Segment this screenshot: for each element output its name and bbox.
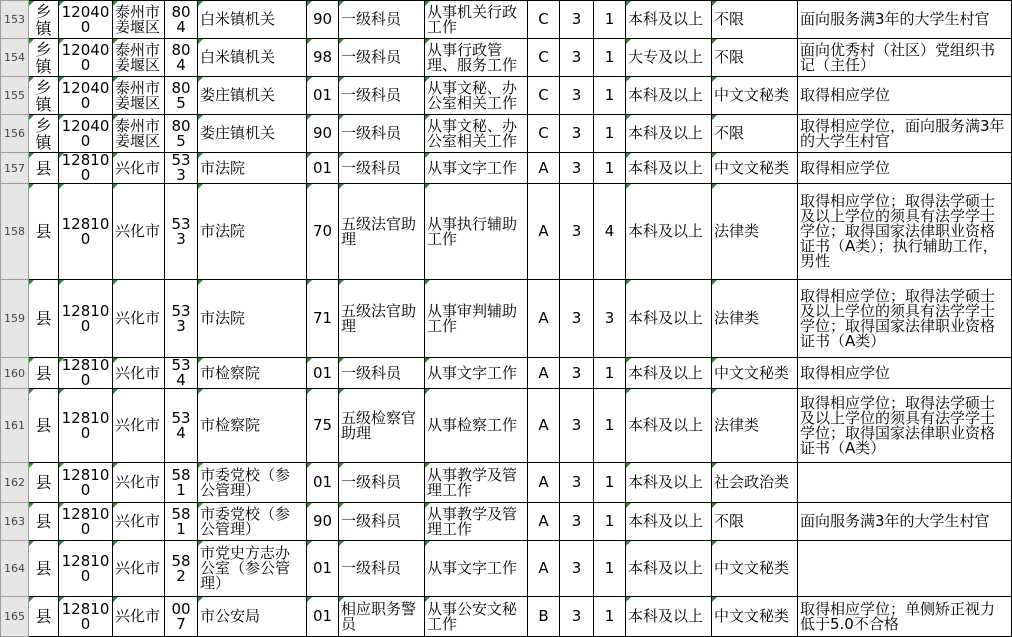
education-cell[interactable]: 本科及以上	[626, 184, 712, 280]
region-name-cell[interactable]: 兴化市	[113, 503, 165, 541]
position-title-cell[interactable]: 一级科员	[339, 503, 425, 541]
hire-count-cell[interactable]: 1	[594, 503, 626, 541]
position-title-cell[interactable]: 相应职务警员	[339, 597, 425, 637]
ratio-cell[interactable]: 3	[560, 115, 594, 153]
level-cell[interactable]: 县	[29, 389, 59, 463]
note-cell[interactable]: 面向优秀村（社区）党组织书记（主任）	[798, 39, 1012, 77]
position-title-cell[interactable]: 一级科员	[339, 358, 425, 389]
position-desc-cell[interactable]: 从事教学及管理工作	[425, 503, 528, 541]
exam-category-cell[interactable]: A	[528, 358, 560, 389]
education-cell[interactable]: 本科及以上	[626, 77, 712, 115]
region-name-cell[interactable]: 兴化市	[113, 280, 165, 358]
exam-category-cell[interactable]: C	[528, 115, 560, 153]
position-desc-cell[interactable]: 从事文字工作	[425, 358, 528, 389]
exam-category-cell[interactable]: A	[528, 153, 560, 184]
education-cell[interactable]: 本科及以上	[626, 597, 712, 637]
position-title-cell[interactable]: 五级法官助理	[339, 184, 425, 280]
exam-category-cell[interactable]: C	[528, 77, 560, 115]
region-code-cell[interactable]: 128100	[59, 503, 113, 541]
position-code-cell[interactable]: 01	[307, 463, 339, 503]
exam-category-cell[interactable]: C	[528, 39, 560, 77]
hire-count-cell[interactable]: 1	[594, 153, 626, 184]
position-desc-cell[interactable]: 从事执行辅助工作	[425, 184, 528, 280]
education-cell[interactable]: 本科及以上	[626, 503, 712, 541]
hire-count-cell[interactable]: 1	[594, 77, 626, 115]
dept-code-cell[interactable]: 805	[165, 115, 198, 153]
table-row	[1, 503, 1012, 541]
note-cell[interactable]: 取得相应学位	[798, 358, 1012, 389]
ratio-cell[interactable]: 3	[560, 77, 594, 115]
major-cell[interactable]: 不限	[712, 1, 798, 39]
dept-code-cell[interactable]: 533	[165, 280, 198, 358]
org-name-cell[interactable]: 市法院	[198, 280, 307, 358]
region-code-cell[interactable]: 128100	[59, 358, 113, 389]
table-row	[1, 541, 1012, 597]
note-cell[interactable]: 取得相应学位	[798, 77, 1012, 115]
table-row	[1, 597, 1012, 637]
position-code-cell[interactable]: 01	[307, 77, 339, 115]
major-cell[interactable]: 中文文秘类	[712, 153, 798, 184]
level-cell[interactable]: 乡镇	[29, 115, 59, 153]
dept-code-cell[interactable]: 534	[165, 358, 198, 389]
exam-category-cell[interactable]: A	[528, 463, 560, 503]
hire-count-cell[interactable]: 1	[594, 597, 626, 637]
education-cell[interactable]: 本科及以上	[626, 463, 712, 503]
position-title-cell[interactable]: 一级科员	[339, 115, 425, 153]
major-cell[interactable]: 法律类	[712, 389, 798, 463]
row-number[interactable]: 161	[1, 389, 29, 463]
table-row	[1, 184, 1012, 280]
ratio-cell[interactable]: 3	[560, 389, 594, 463]
row-number[interactable]: 164	[1, 541, 29, 597]
row-number[interactable]: 162	[1, 463, 29, 503]
exam-category-cell[interactable]: C	[528, 1, 560, 39]
org-name-cell[interactable]: 市委党校（参公管理）	[198, 503, 307, 541]
position-title-cell[interactable]: 一级科员	[339, 39, 425, 77]
position-desc-cell[interactable]: 从事文秘、办公室相关工作	[425, 77, 528, 115]
major-cell[interactable]: 不限	[712, 115, 798, 153]
hire-count-cell[interactable]: 3	[594, 280, 626, 358]
table-row	[1, 153, 1012, 184]
region-code-cell[interactable]: 128100	[59, 153, 113, 184]
region-code-cell[interactable]: 128100	[59, 463, 113, 503]
org-name-cell[interactable]: 白米镇机关	[198, 39, 307, 77]
table-row	[1, 389, 1012, 463]
org-name-cell[interactable]: 市委党校（参公管理）	[198, 463, 307, 503]
exam-category-cell[interactable]: B	[528, 597, 560, 637]
row-number[interactable]: 158	[1, 184, 29, 280]
row-number[interactable]: 160	[1, 358, 29, 389]
dept-code-cell[interactable]: 805	[165, 77, 198, 115]
region-code-cell[interactable]: 120400	[59, 39, 113, 77]
org-name-cell[interactable]: 市检察院	[198, 358, 307, 389]
major-cell[interactable]: 中文文秘类	[712, 597, 798, 637]
dept-code-cell[interactable]: 533	[165, 153, 198, 184]
table-row	[1, 115, 1012, 153]
region-code-cell[interactable]: 120400	[59, 1, 113, 39]
level-cell[interactable]: 县	[29, 541, 59, 597]
exam-category-cell[interactable]: A	[528, 541, 560, 597]
position-title-cell[interactable]: 一级科员	[339, 1, 425, 39]
position-desc-cell[interactable]: 从事公安文秘工作	[425, 597, 528, 637]
position-title-cell[interactable]: 五级检察官助理	[339, 389, 425, 463]
position-title-cell[interactable]: 一级科员	[339, 77, 425, 115]
table-row	[1, 280, 1012, 358]
level-cell[interactable]: 县	[29, 153, 59, 184]
org-name-cell[interactable]: 市法院	[198, 184, 307, 280]
hire-count-cell[interactable]: 1	[594, 389, 626, 463]
note-cell[interactable]: 面向服务满3年的大学生村官	[798, 1, 1012, 39]
ratio-cell[interactable]: 3	[560, 39, 594, 77]
note-cell[interactable]: 取得相应学位，面向服务满3年的大学生村官	[798, 115, 1012, 153]
row-number[interactable]: 165	[1, 597, 29, 637]
hire-count-cell[interactable]: 1	[594, 541, 626, 597]
position-code-cell[interactable]: 01	[307, 153, 339, 184]
row-number[interactable]: 156	[1, 115, 29, 153]
region-name-cell[interactable]: 兴化市	[113, 463, 165, 503]
education-cell[interactable]: 大专及以上	[626, 39, 712, 77]
major-cell[interactable]: 中文文秘类	[712, 541, 798, 597]
row-number[interactable]: 163	[1, 503, 29, 541]
position-title-cell[interactable]: 一级科员	[339, 463, 425, 503]
position-code-cell[interactable]: 90	[307, 1, 339, 39]
dept-code-cell[interactable]: 804	[165, 1, 198, 39]
level-cell[interactable]: 县	[29, 503, 59, 541]
table-row	[1, 77, 1012, 115]
region-name-cell[interactable]: 泰州市姜堰区	[113, 115, 165, 153]
level-cell[interactable]: 县	[29, 463, 59, 503]
dept-code-cell[interactable]: 581	[165, 463, 198, 503]
region-name-cell[interactable]: 泰州市姜堰区	[113, 77, 165, 115]
dept-code-cell[interactable]: 007	[165, 597, 198, 637]
org-name-cell[interactable]: 娄庄镇机关	[198, 115, 307, 153]
ratio-cell[interactable]: 3	[560, 463, 594, 503]
major-cell[interactable]: 不限	[712, 39, 798, 77]
position-code-cell[interactable]: 01	[307, 541, 339, 597]
region-name-cell[interactable]: 兴化市	[113, 184, 165, 280]
position-desc-cell[interactable]: 从事文字工作	[425, 541, 528, 597]
note-cell[interactable]	[798, 463, 1012, 503]
position-desc-cell[interactable]: 从事行政管理、服务工作	[425, 39, 528, 77]
education-cell[interactable]: 本科及以上	[626, 1, 712, 39]
table-row	[1, 39, 1012, 77]
position-desc-cell[interactable]: 从事教学及管理工作	[425, 463, 528, 503]
dept-code-cell[interactable]: 804	[165, 39, 198, 77]
region-code-cell[interactable]: 128100	[59, 389, 113, 463]
position-code-cell[interactable]: 71	[307, 280, 339, 358]
education-cell[interactable]: 本科及以上	[626, 153, 712, 184]
position-code-cell[interactable]: 90	[307, 503, 339, 541]
dept-code-cell[interactable]: 582	[165, 541, 198, 597]
ratio-cell[interactable]: 3	[560, 184, 594, 280]
table-row	[1, 1, 1012, 39]
ratio-cell[interactable]: 3	[560, 1, 594, 39]
ratio-cell[interactable]: 3	[560, 358, 594, 389]
level-cell[interactable]: 县	[29, 358, 59, 389]
position-desc-cell[interactable]: 从事检察工作	[425, 389, 528, 463]
region-name-cell[interactable]: 兴化市	[113, 153, 165, 184]
ratio-cell[interactable]: 3	[560, 280, 594, 358]
ratio-cell[interactable]: 3	[560, 153, 594, 184]
region-code-cell[interactable]: 128100	[59, 541, 113, 597]
dept-code-cell[interactable]: 533	[165, 184, 198, 280]
region-name-cell[interactable]: 泰州市姜堰区	[113, 39, 165, 77]
region-code-cell[interactable]: 128100	[59, 184, 113, 280]
position-desc-cell[interactable]: 从事文秘、办公室相关工作	[425, 115, 528, 153]
region-name-cell[interactable]: 兴化市	[113, 358, 165, 389]
position-title-cell[interactable]: 五级法官助理	[339, 280, 425, 358]
region-name-cell[interactable]: 兴化市	[113, 597, 165, 637]
region-name-cell[interactable]: 兴化市	[113, 389, 165, 463]
position-title-cell[interactable]: 一级科员	[339, 541, 425, 597]
note-cell[interactable]: 取得相应学位；取得法学硕士及以上学位的须具有法学学士学位；取得国家法律职业资格证书（A类）	[798, 280, 1012, 358]
ratio-cell[interactable]: 3	[560, 503, 594, 541]
note-cell[interactable]	[798, 541, 1012, 597]
org-name-cell[interactable]: 市党史方志办公室（参公管理）	[198, 541, 307, 597]
hire-count-cell[interactable]: 4	[594, 184, 626, 280]
position-code-cell[interactable]: 70	[307, 184, 339, 280]
note-cell[interactable]: 取得相应学位；单侧矫正视力低于5.0不合格	[798, 597, 1012, 637]
row-number[interactable]: 155	[1, 77, 29, 115]
org-name-cell[interactable]: 市法院	[198, 153, 307, 184]
major-cell[interactable]: 中文文秘类	[712, 77, 798, 115]
position-code-cell[interactable]: 75	[307, 389, 339, 463]
row-number[interactable]: 159	[1, 280, 29, 358]
dept-code-cell[interactable]: 534	[165, 389, 198, 463]
major-cell[interactable]: 法律类	[712, 280, 798, 358]
ratio-cell[interactable]: 3	[560, 541, 594, 597]
region-code-cell[interactable]: 120400	[59, 115, 113, 153]
major-cell[interactable]: 中文文秘类	[712, 358, 798, 389]
education-cell[interactable]: 本科及以上	[626, 115, 712, 153]
org-name-cell[interactable]: 娄庄镇机关	[198, 77, 307, 115]
row-number[interactable]: 157	[1, 153, 29, 184]
position-code-cell[interactable]: 98	[307, 39, 339, 77]
table-row	[1, 358, 1012, 389]
region-code-cell[interactable]: 128100	[59, 597, 113, 637]
position-desc-cell[interactable]: 从事审判辅助工作	[425, 280, 528, 358]
position-desc-cell[interactable]: 从事机关行政工作	[425, 1, 528, 39]
org-name-cell[interactable]: 白米镇机关	[198, 1, 307, 39]
region-name-cell[interactable]: 兴化市	[113, 541, 165, 597]
dept-code-cell[interactable]: 581	[165, 503, 198, 541]
table-row	[1, 463, 1012, 503]
level-cell[interactable]: 乡镇	[29, 77, 59, 115]
level-cell[interactable]: 县	[29, 280, 59, 358]
hire-count-cell[interactable]: 1	[594, 463, 626, 503]
level-cell[interactable]: 县	[29, 597, 59, 637]
ratio-cell[interactable]: 3	[560, 597, 594, 637]
exam-category-cell[interactable]: A	[528, 184, 560, 280]
major-cell[interactable]: 法律类	[712, 184, 798, 280]
level-cell[interactable]: 乡镇	[29, 1, 59, 39]
level-cell[interactable]: 乡镇	[29, 39, 59, 77]
position-title-cell[interactable]: 一级科员	[339, 153, 425, 184]
region-name-cell[interactable]: 泰州市姜堰区	[113, 1, 165, 39]
note-cell[interactable]: 取得相应学位；取得法学硕士及以上学位的须具有法学学士学位；取得国家法律职业资格证书（A类）；执行辅助工作，男性	[798, 184, 1012, 280]
exam-category-cell[interactable]: A	[528, 280, 560, 358]
exam-category-cell[interactable]: A	[528, 503, 560, 541]
hire-count-cell[interactable]: 1	[594, 115, 626, 153]
education-cell[interactable]: 本科及以上	[626, 280, 712, 358]
org-name-cell[interactable]: 市公安局	[198, 597, 307, 637]
region-code-cell[interactable]: 120400	[59, 77, 113, 115]
education-cell[interactable]: 本科及以上	[626, 389, 712, 463]
exam-category-cell[interactable]: A	[528, 389, 560, 463]
major-cell[interactable]: 不限	[712, 503, 798, 541]
position-code-cell[interactable]: 01	[307, 358, 339, 389]
row-number[interactable]: 154	[1, 39, 29, 77]
hire-count-cell[interactable]: 1	[594, 1, 626, 39]
region-code-cell[interactable]: 128100	[59, 280, 113, 358]
position-code-cell[interactable]: 01	[307, 597, 339, 637]
note-cell[interactable]: 取得相应学位；取得法学硕士及以上学位的须具有法学学士学位；取得国家法律职业资格证书（A类）	[798, 389, 1012, 463]
position-code-cell[interactable]: 90	[307, 115, 339, 153]
hire-count-cell[interactable]: 1	[594, 358, 626, 389]
level-cell[interactable]: 县	[29, 184, 59, 280]
education-cell[interactable]: 本科及以上	[626, 541, 712, 597]
org-name-cell[interactable]: 市检察院	[198, 389, 307, 463]
position-desc-cell[interactable]: 从事文字工作	[425, 153, 528, 184]
education-cell[interactable]: 本科及以上	[626, 358, 712, 389]
note-cell[interactable]: 取得相应学位	[798, 153, 1012, 184]
note-cell[interactable]: 面向服务满3年的大学生村官	[798, 503, 1012, 541]
row-number[interactable]: 153	[1, 1, 29, 39]
hire-count-cell[interactable]: 1	[594, 39, 626, 77]
major-cell[interactable]: 社会政治类	[712, 463, 798, 503]
